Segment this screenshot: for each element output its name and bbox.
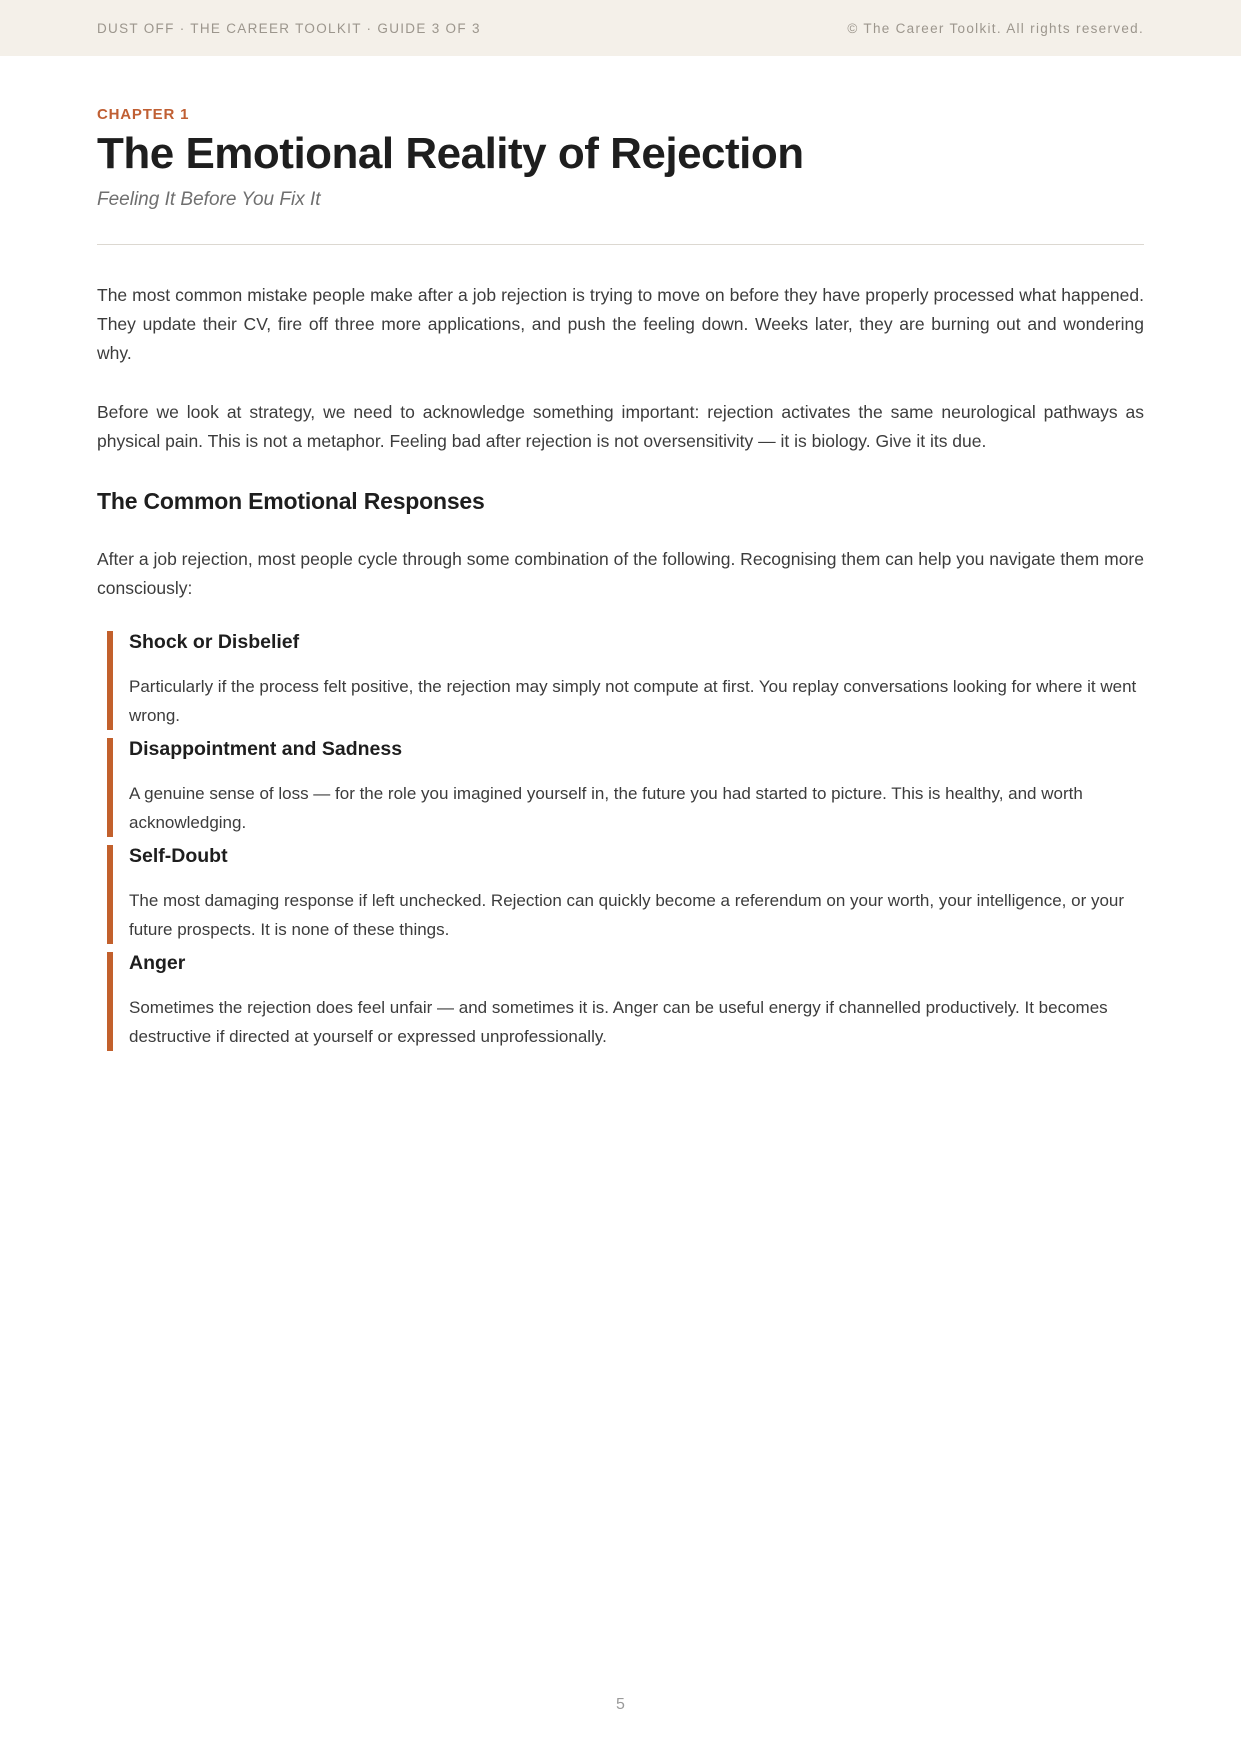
response-title: Shock or Disbelief xyxy=(129,630,300,653)
response-item-anger xyxy=(107,952,1144,1051)
response-item-self-doubt xyxy=(107,845,1144,944)
page-number: 5 xyxy=(616,1696,625,1713)
page-subtitle: Feeling It Before You Fix It xyxy=(97,188,321,210)
page-title: The Emotional Reality of Rejection xyxy=(97,129,804,178)
section-lead: After a job rejection, most people cycle through some combination of the following. Recognising them can help you navigate them more consciously: xyxy=(97,548,1144,598)
intro-paragraph-2: Before we look at strategy, we need to acknowledge something important: rejection activates the same neurological pathways as physical pain. This is not a metaphor. Feeling bad after rejection is not oversensitivity — it is biology. Give it its due. xyxy=(97,401,1144,451)
title-divider xyxy=(97,244,1144,245)
response-item-disappointment xyxy=(107,738,1144,837)
chapter-label: CHAPTER 1 xyxy=(97,106,190,123)
page-header xyxy=(0,0,1241,56)
response-title: Self-Doubt xyxy=(129,844,228,867)
response-body: The most damaging response if left unchecked. Rejection can quickly become a referendum on your worth, your intelligence, or your future prospects. It is none of these things. xyxy=(129,890,1125,939)
response-title: Disappointment and Sadness xyxy=(129,737,403,760)
intro-paragraph-1: The most common mistake people make after a job rejection is trying to move on before they have properly processed what happened. They update their CV, fire off three more applications, and push the feeling down. Weeks later, they are burning out and wondering why. xyxy=(97,284,1144,363)
header-copyright: © The Career Toolkit. All rights reserved. xyxy=(847,20,1144,36)
response-title: Anger xyxy=(129,951,186,974)
page-content xyxy=(0,106,1241,1051)
section-heading: The Common Emotional Responses xyxy=(97,487,485,514)
response-body: Sometimes the rejection does feel unfair — and sometimes it is. Anger can be useful energy if channelled productively. It becomes destructive if directed at yourself or expressed unprofessionally. xyxy=(129,997,1108,1046)
response-body: Particularly if the process felt positive, the rejection may simply not compute at first. You replay conversations looking for where it went wrong. xyxy=(129,676,1137,725)
response-item-shock xyxy=(107,631,1144,730)
responses-list xyxy=(97,631,1144,1051)
response-body: A genuine sense of loss — for the role you imagined yourself in, the future you had started to picture. This is healthy, and worth acknowledging. xyxy=(129,783,1083,832)
header-breadcrumb: DUST OFF · THE CAREER TOOLKIT · GUIDE 3 OF 3 xyxy=(97,20,481,36)
